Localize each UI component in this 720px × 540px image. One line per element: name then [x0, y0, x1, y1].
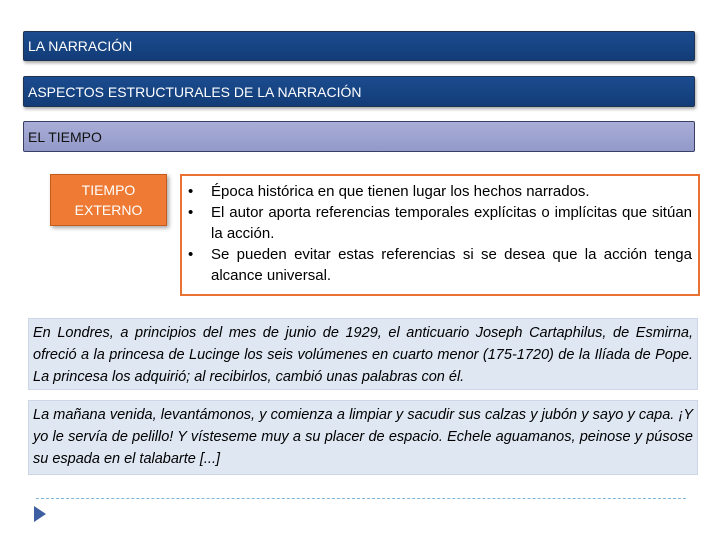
quote-example-lazarillo: La mañana venida, levantámonos, y comienza a limpiar y sacudir sus calzas y jubón y sayo y capa. ¡Y yo le servía de pelillo! Y vísteseme muy a su placer de espacio. Echele aguamanos, peinose y púsose su espada en el talabarte [...]	[28, 400, 698, 475]
bullet-marker: •	[188, 246, 194, 263]
bullet-item	[186, 244, 692, 286]
tiempo-externo-label	[50, 174, 167, 226]
section-bar	[23, 121, 695, 152]
quote-example-borges: En Londres, a principios del mes de junio de 1929, el anticuario Joseph Cartaphilus, de Esmirna, ofreció a la princesa de Lucinge los seis volúmenes en cuarto menor (175-1720) de la Ilíada de Pope. La princesa los adquirió; al recibirlos, cambió unas palabras con él.	[28, 318, 698, 390]
page-title: LA NARRACIÓN	[28, 38, 133, 54]
footer-divider	[36, 498, 686, 499]
bullet-item	[186, 202, 692, 244]
bullet-list-box	[180, 174, 700, 296]
bullet-marker: •	[188, 204, 194, 221]
label-line-1: TIEMPO	[81, 182, 136, 198]
next-slide-arrow-icon[interactable]	[34, 506, 46, 522]
bullet-item	[186, 181, 692, 202]
bullet-text: El autor aporta referencias temporales explícitas o implícitas que sitúan la acción.	[211, 204, 692, 242]
page-subtitle: ASPECTOS ESTRUCTURALES DE LA NARRACIÓN	[28, 83, 362, 100]
section-title: EL TIEMPO	[28, 128, 102, 145]
bullet-list	[186, 181, 692, 286]
label-line-2: EXTERNO	[74, 202, 143, 218]
bullet-text: Época histórica en que tienen lugar los hechos narrados.	[211, 183, 590, 200]
subtitle-bar	[23, 76, 695, 107]
bullet-marker: •	[188, 183, 194, 200]
title-bar	[23, 31, 695, 61]
bullet-text: Se pueden evitar estas referencias si se desea que la acción tenga alcance universal.	[211, 246, 692, 284]
